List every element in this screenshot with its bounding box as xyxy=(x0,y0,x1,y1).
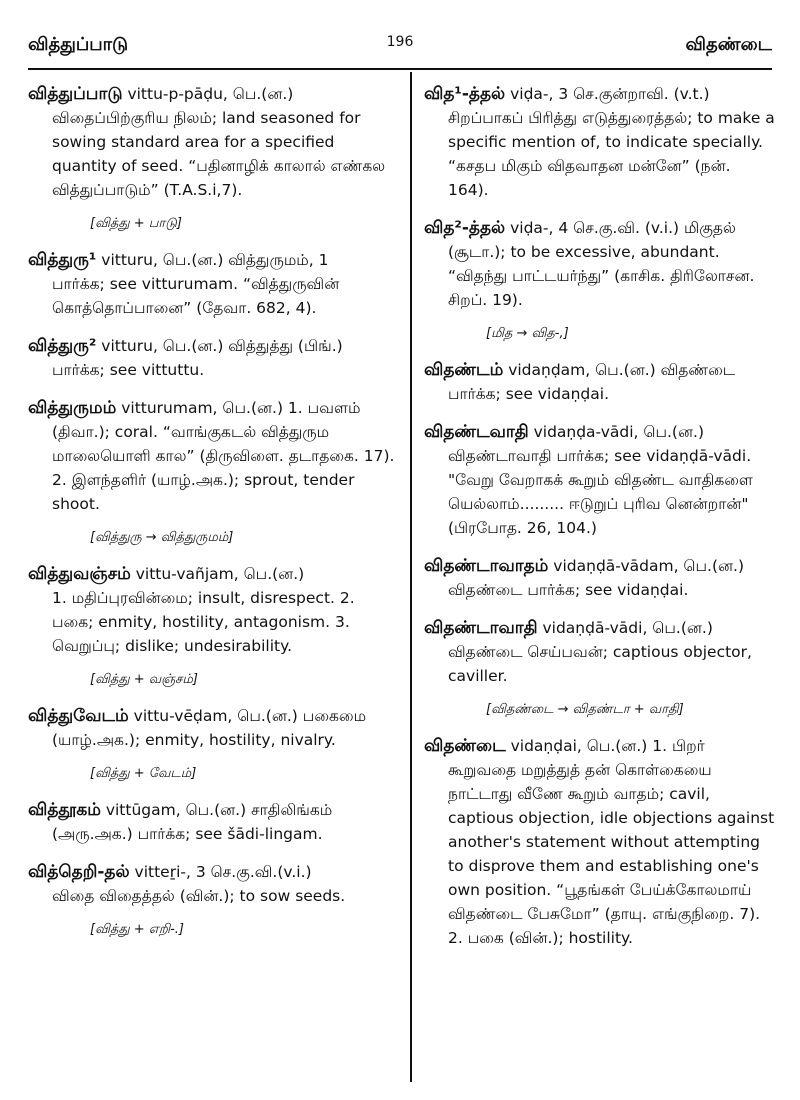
headword: வித்துரு¹ xyxy=(28,250,97,270)
dictionary-entry xyxy=(28,396,398,516)
entry-first-line: vitturu, பெ.(ன.) வித்துருமம், 1 xyxy=(96,251,329,269)
entry-definition: விதண்டை பார்க்க; see vidaṇḍai. xyxy=(448,581,689,599)
headword: வித²-த்தல் xyxy=(424,218,506,238)
header-rule xyxy=(28,68,772,70)
entry-first-line: vidaṇḍai, பெ.(ன.) 1. பிறர் xyxy=(505,737,705,755)
headword: வித்துவேடம் xyxy=(28,706,129,726)
dictionary-entry xyxy=(424,216,776,312)
entry-definition: கூறுவதை மறுத்துத் தன் கொள்கையை நாட்டாது வீணே கூறும் வாதம்; cavil, captious objection, idle objections against another's statement without attempting to disprove them and establishing one's own position. “பூதங்கள் பேய்க்கோலமாய் விதண்டை பேசுமோ” (தாயு. எங்குநிறை. 7). 2. பகை (வின்.); hostility. xyxy=(448,761,775,947)
entry-first-line: vitturumam, பெ.(ன.) 1. பவளம் xyxy=(116,399,361,417)
column-divider xyxy=(410,72,412,1082)
entry-first-line: vidaṇḍa-vādi, பெ.(ன.) xyxy=(528,423,704,441)
entry-definition: (சூடா.); to be excessive, abundant. “விதந்து பாட்டயர்ந்து” (காசிக. திரிலோசன. சிறப். 19). xyxy=(448,243,755,309)
etymology: [மித → வித-,] xyxy=(486,326,569,341)
dictionary-entry xyxy=(424,734,776,950)
headword: வித்துரு² xyxy=(28,336,97,356)
entry-first-line: vittu-vēḍam, பெ.(ன.) பகைமை xyxy=(128,707,367,725)
entry-first-line: vittu-p-pāḍu, பெ.(ன.) xyxy=(122,85,294,103)
headword: விதண்டம் xyxy=(424,360,504,380)
dictionary-entry xyxy=(28,798,398,846)
entry-definition: பார்க்க; see vittuttu. xyxy=(52,361,205,379)
entry-first-line: vittūgam, பெ.(ன.) சாதிலிங்கம் xyxy=(100,801,333,819)
etymology: [வித்து + வஞ்சம்] xyxy=(90,672,198,687)
dictionary-entry xyxy=(28,248,398,320)
entry-definition: (யாழ்.அக.); enmity, hostility, nivalry. xyxy=(52,731,336,749)
etymology: [வித்து + வேடம்] xyxy=(90,766,197,781)
entry-definition: பார்க்க; see vidaṇḍai. xyxy=(448,385,609,403)
entry-definition: (திவா.); coral. “வாங்குகடல் வித்துரும மாலையொளி கால” (திருவிளை. தடாதகை. 17). 2. இளந்தளிர் (யாழ்.அக.); sprout, tender shoot. xyxy=(52,423,395,513)
left-column xyxy=(28,82,398,954)
etymology: [வித்து + எறி-.] xyxy=(90,922,184,937)
headword: வித்தூகம் xyxy=(28,800,101,820)
headword: வித¹-த்தல் xyxy=(424,84,506,104)
entry-definition: (அரு.அக.) பார்க்க; see šādi-lingam. xyxy=(52,825,323,843)
entry-definition: விதண்டை செய்பவன்; captious objector, caviller. xyxy=(448,643,752,685)
entry-first-line: vidaṇḍā-vādam, பெ.(ன.) xyxy=(548,557,744,575)
headword: வித்துவஞ்சம் xyxy=(28,564,131,584)
entry-definition: சிறப்பாகப் பிரித்து எடுத்துரைத்தல்; to make a specific mention of, to indicate specially. “கசதப மிகும் விதவாதன மன்னே” (நன். 164). xyxy=(448,109,775,199)
dictionary-entry xyxy=(424,420,776,540)
running-head-right: விதண்டை xyxy=(685,34,772,55)
entry-first-line: vitteṟi-, 3 செ.கு.வி.(v.i.) xyxy=(129,863,312,881)
entry-definition: பார்க்க; see vitturumam. “வித்துருவின் கொத்தொப்பானை” (தேவா. 682, 4). xyxy=(52,275,340,317)
entry-definition: விதைப்பிற்குரிய நிலம்; land seasoned for sowing standard area for a specified quantity of seed. “பதினாழிக் காலால் எண்கல வித்துப்பாடும்” (T.A.S.i,7). xyxy=(52,109,386,199)
entry-definition: விதை விதைத்தல் (வின்.); to sow seeds. xyxy=(52,887,346,905)
headword: விதண்டவாதி xyxy=(424,422,529,442)
headword: விதண்டாவாதம் xyxy=(424,556,549,576)
dictionary-entry xyxy=(28,334,398,382)
dictionary-entry xyxy=(424,82,776,202)
dictionary-entry xyxy=(28,562,398,658)
etymology: [விதண்டை → விதண்டா + வாதி] xyxy=(486,702,684,717)
page-number: 196 xyxy=(386,34,414,50)
entry-definition: 1. மதிப்புரவின்மை; insult, disrespect. 2. பகை; enmity, hostility, antagonism. 3. வெறுப்பு; dislike; undesirability. xyxy=(52,589,355,655)
headword: விதண்டாவாதி xyxy=(424,618,538,638)
right-column xyxy=(424,82,776,964)
headword: வித்தெறி-தல் xyxy=(28,862,130,882)
entry-first-line: vittu-vañjam, பெ.(ன.) xyxy=(130,565,305,583)
etymology: [வித்து + பாடு] xyxy=(90,216,182,231)
entry-first-line: vidaṇḍā-vādi, பெ.(ன.) xyxy=(537,619,713,637)
entry-first-line: viḍa-, 3 செ.குன்றாவி. (v.t.) xyxy=(505,85,710,103)
entry-first-line: viḍa-, 4 செ.கு.வி. (v.i.) மிகுதல் xyxy=(505,219,736,237)
dictionary-entry xyxy=(424,616,776,688)
entry-first-line: vitturu, பெ.(ன.) வித்துத்து (பிங்.) xyxy=(96,337,343,355)
dictionary-entry xyxy=(424,358,776,406)
headword: வித்துருமம் xyxy=(28,398,117,418)
headword: வித்துப்பாடு xyxy=(28,84,123,104)
headword: விதண்டை xyxy=(424,736,506,756)
dictionary-entry xyxy=(28,82,398,202)
dictionary-entry xyxy=(424,554,776,602)
entry-definition: விதண்டாவாதி பார்க்க; see vidaṇḍā-vādi. "வேறு வேறாகக் கூறும் விதண்ட வாதிகளை யெல்லாம்......... ஈடுறுப் புரிவ னென்றான்" (பிரபோத. 26, 104.) xyxy=(448,447,753,537)
running-head-left: வித்துப்பாடு xyxy=(28,34,129,55)
page-header xyxy=(28,34,772,62)
entry-first-line: vidaṇḍam, பெ.(ன.) விதண்டை xyxy=(503,361,736,379)
etymology: [வித்துரு → வித்துருமம்] xyxy=(90,530,234,545)
dictionary-entry xyxy=(28,860,398,908)
dictionary-entry xyxy=(28,704,398,752)
